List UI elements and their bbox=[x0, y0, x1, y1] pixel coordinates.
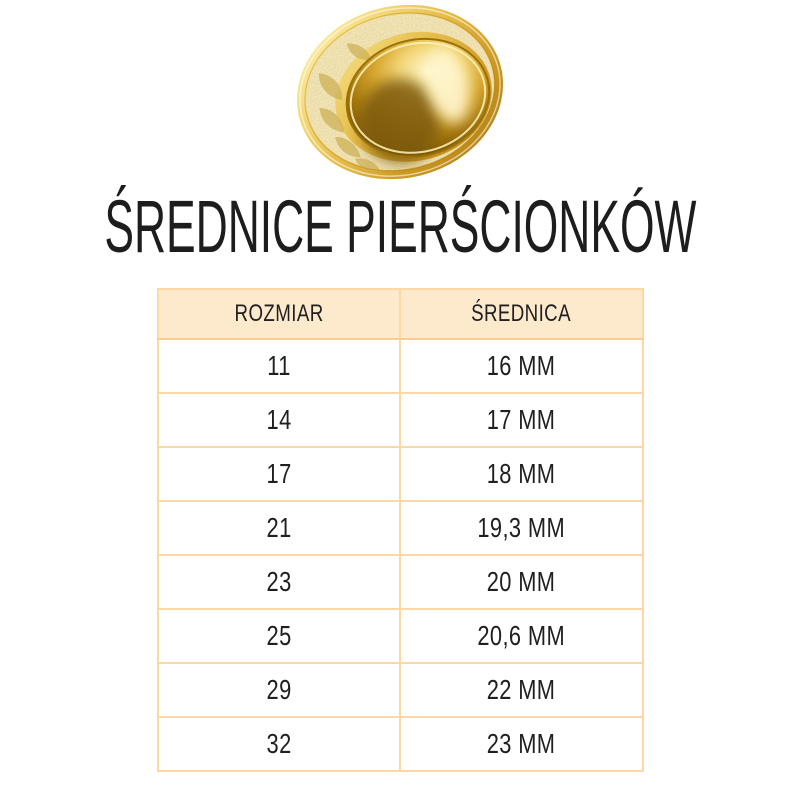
size-cell bbox=[158, 447, 401, 501]
diameter-cell bbox=[400, 393, 643, 447]
diameter-cell bbox=[400, 663, 643, 717]
size-value: 23 bbox=[266, 566, 292, 597]
table-header bbox=[158, 289, 643, 339]
diameter-value: 20,6 MM bbox=[477, 620, 566, 651]
diameter-cell bbox=[400, 501, 643, 555]
page-title bbox=[0, 184, 800, 268]
ring-size-table bbox=[157, 288, 644, 772]
size-cell bbox=[158, 717, 401, 771]
diameter-value: 19,3 MM bbox=[477, 512, 566, 543]
table-row bbox=[158, 393, 643, 447]
table-row bbox=[158, 501, 643, 555]
table-row bbox=[158, 555, 643, 609]
header-row bbox=[158, 289, 643, 339]
column-header-diameter-label: ŚREDNICA bbox=[471, 300, 572, 327]
diameter-value: 20 MM bbox=[486, 566, 556, 597]
diameter-cell bbox=[400, 447, 643, 501]
size-value: 14 bbox=[266, 404, 292, 435]
diameter-cell bbox=[400, 339, 643, 393]
table-row bbox=[158, 447, 643, 501]
diameter-value: 17 MM bbox=[486, 404, 556, 435]
column-header-size-label: ROZMIAR bbox=[234, 300, 324, 327]
size-cell bbox=[158, 501, 401, 555]
diameter-value: 18 MM bbox=[486, 458, 556, 489]
column-header-size bbox=[158, 289, 401, 339]
page-title-text: ŚREDNICE PIERŚCIONKÓW bbox=[103, 184, 697, 268]
table-row bbox=[158, 717, 643, 771]
diameter-cell bbox=[400, 555, 643, 609]
size-cell bbox=[158, 393, 401, 447]
table-row bbox=[158, 339, 643, 393]
size-value: 17 bbox=[266, 458, 292, 489]
size-cell bbox=[158, 609, 401, 663]
diameter-cell bbox=[400, 717, 643, 771]
column-header-diameter bbox=[400, 289, 643, 339]
diameter-value: 16 MM bbox=[486, 350, 556, 381]
table-row bbox=[158, 609, 643, 663]
table-body bbox=[158, 339, 643, 771]
size-cell bbox=[158, 663, 401, 717]
gold-ring-image bbox=[288, 2, 513, 182]
size-value: 32 bbox=[266, 728, 292, 759]
diameter-cell bbox=[400, 609, 643, 663]
size-cell bbox=[158, 339, 401, 393]
diameter-value: 23 MM bbox=[486, 728, 556, 759]
ring-image bbox=[288, 2, 513, 182]
size-value: 25 bbox=[266, 620, 292, 651]
table-row bbox=[158, 663, 643, 717]
diameter-value: 22 MM bbox=[486, 674, 556, 705]
page bbox=[0, 2, 800, 800]
size-cell bbox=[158, 555, 401, 609]
size-value: 21 bbox=[266, 512, 292, 543]
size-value: 29 bbox=[266, 674, 292, 705]
size-value: 11 bbox=[267, 350, 291, 381]
